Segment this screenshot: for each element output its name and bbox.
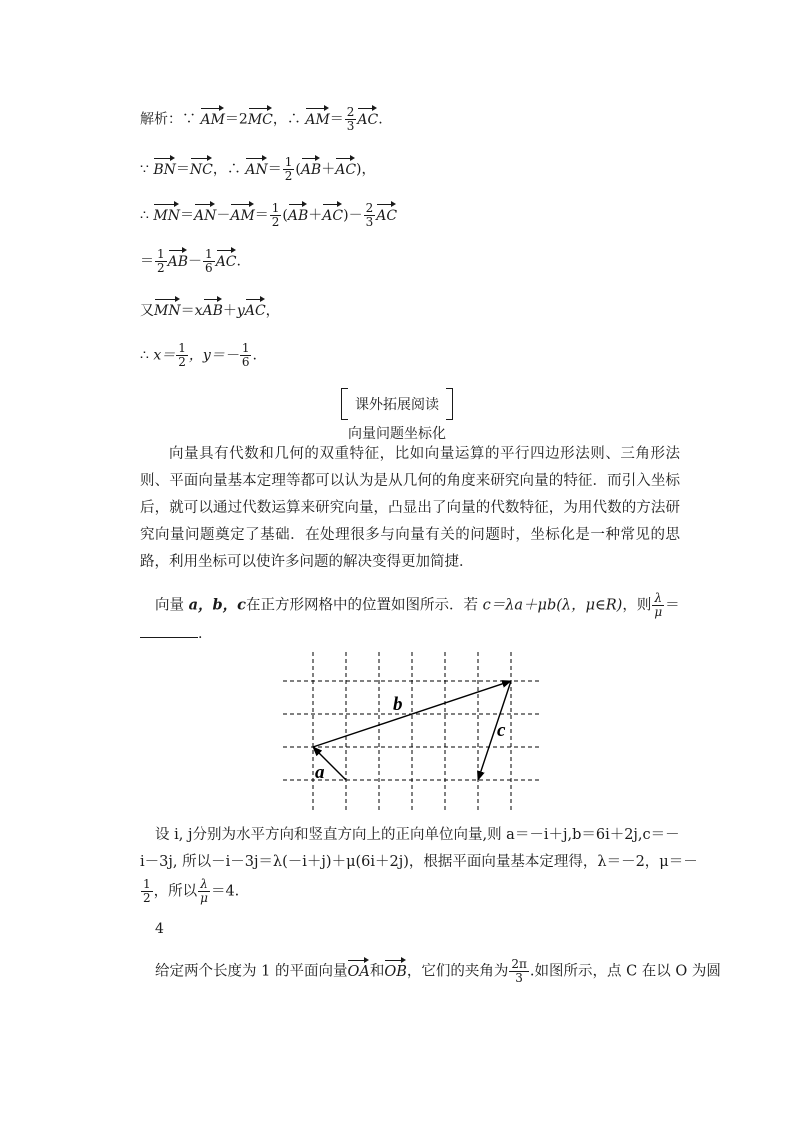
problem-text: ，它们的夹角为 <box>406 963 509 980</box>
result: ＝4. <box>210 883 240 900</box>
solution-line-3 <box>140 202 397 229</box>
fraction-numerator: 1 <box>143 877 151 891</box>
vector-am: AM <box>200 108 224 128</box>
fraction-lambda-mu <box>652 592 664 619</box>
fraction-1-2 <box>141 878 153 905</box>
section-subtitle: 向量问题坐标化 <box>348 426 446 442</box>
period: . <box>378 111 383 128</box>
problem-text: 向量 <box>155 597 189 614</box>
problem-1 <box>155 592 680 619</box>
equals-2: ＝2 <box>224 111 248 128</box>
plus-sign: ＋ <box>222 303 237 319</box>
vector-an: AN <box>194 204 216 224</box>
so-word: ，所以 <box>153 883 198 900</box>
problem-text: 在正方形网格中的位置如图所示．若 <box>245 597 483 614</box>
vector-mn: MN <box>154 299 181 319</box>
vector-bn: BN <box>153 158 176 178</box>
fraction-denominator: 2 <box>284 169 293 183</box>
fraction-numerator: 2 <box>346 105 355 119</box>
fraction-denominator: 2 <box>178 355 186 369</box>
fraction-1-2 <box>270 202 282 229</box>
x-equals: x＝ <box>153 347 176 364</box>
variable-y: y <box>236 303 245 319</box>
fraction-denominator: 6 <box>205 261 213 275</box>
solution-line-1 <box>140 106 383 133</box>
vector-oa: OA <box>347 960 369 980</box>
mu: μ <box>200 891 208 905</box>
paren: ) <box>356 161 362 178</box>
fraction-angle <box>509 958 529 985</box>
therefore-symbol: ∴ <box>140 347 154 364</box>
also-word: 又 <box>140 303 154 319</box>
paren: ( <box>282 207 288 224</box>
fraction-numerator: 1 <box>284 155 293 169</box>
vector-ob: OB <box>384 960 407 980</box>
lambda: λ <box>652 592 664 606</box>
equals-sign: ＝ <box>329 111 344 128</box>
fraction-1-2 <box>155 248 167 275</box>
minus-sign: － <box>348 207 363 224</box>
period: . <box>198 626 203 642</box>
equals-sign: ＝ <box>665 597 680 614</box>
paren: ) <box>343 207 349 224</box>
fraction-numerator: 2π <box>511 957 527 971</box>
solution-lead: 解析：∵ <box>140 111 201 128</box>
fraction-1-6 <box>203 248 215 275</box>
section-header <box>0 394 794 414</box>
therefore-symbol: ，∴ <box>272 111 306 128</box>
equals-sign: ＝ <box>267 161 282 178</box>
solution-line-4 <box>140 248 241 275</box>
vector-ac: AC <box>357 108 378 128</box>
vector-c-arrow <box>478 681 511 780</box>
vector-mn: MN <box>153 204 180 224</box>
solution2-line-3 <box>140 878 239 905</box>
therefore-symbol: ，∴ <box>212 161 246 178</box>
vector-an: AN <box>245 158 267 178</box>
minus-sign: － <box>216 207 231 224</box>
fraction-1-2 <box>176 342 188 369</box>
fraction-numerator: 1 <box>157 247 165 261</box>
label-a: a <box>315 762 325 783</box>
fraction-denominator: 3 <box>346 119 355 133</box>
fraction-numerator: 2 <box>365 201 374 215</box>
vector-am: AM <box>305 108 329 128</box>
section-title-box <box>341 394 453 414</box>
problem-2 <box>155 958 721 985</box>
fraction-lambda-mu <box>198 878 210 905</box>
comma: ， <box>361 161 376 178</box>
and-word: 和 <box>369 963 385 980</box>
solution-line-5 <box>140 299 280 320</box>
vector-variables: a，b，c <box>188 596 246 614</box>
solution2-line-1: 设 i, j分别为水平方向和竖直方向上的正向单位向量,则 a＝－i＋j,b＝6i＋2j,c＝－ <box>155 827 680 843</box>
because-symbol: ∵ <box>140 161 154 178</box>
vector-ab: AB <box>203 299 223 319</box>
fraction-denominator: 3 <box>515 971 523 985</box>
fraction-denominator: 6 <box>241 355 250 369</box>
label-c: c <box>497 720 506 741</box>
equals-sign: ＝ <box>140 253 154 270</box>
y-equals: ，y＝－ <box>188 347 239 364</box>
plus-sign: ＋ <box>308 207 323 224</box>
answer-value: 4 <box>155 921 164 937</box>
comma: ， <box>265 303 280 319</box>
equals-sign: ＝ <box>180 303 195 319</box>
fraction-numerator: 1 <box>271 201 280 215</box>
vector-ab: AB <box>301 158 321 178</box>
intro-paragraph: 向量具有代数和几何的双重特征，比如向量运算的平行四边形法则、三角形法则、平面向量基本定理等都可以认为是从几何的角度来研究向量的特征．而引入坐标后，就可以通过代数运算来研究向量，凸显出了向量的代数特征，为用代数的方法研究向量问题奠定了基础．在处理很多与向量有关的问题时，坐标化是一种常见的思路，利用坐标可以使许多问题的解决变得更加简捷． <box>140 446 680 570</box>
equals-sign: ＝ <box>175 161 190 178</box>
vector-ac: AC <box>322 204 343 224</box>
fraction-numerator: 1 <box>241 341 250 355</box>
vector-nc: NC <box>190 158 213 178</box>
fraction-numerator: 1 <box>178 341 186 355</box>
mu: μ <box>654 605 663 619</box>
fraction-2-3 <box>364 202 376 229</box>
vector-ab: AB <box>168 250 188 270</box>
vector-mc: MC <box>248 108 273 128</box>
vector-ac: AC <box>245 299 266 319</box>
label-b: b <box>393 694 403 715</box>
paren: ( <box>295 161 301 178</box>
therefore-symbol: ∴ <box>140 207 154 224</box>
fraction-1-6 <box>240 342 252 369</box>
vector-am: AM <box>230 204 254 224</box>
fraction-denominator: 2 <box>271 215 280 229</box>
lambda: λ <box>198 878 210 892</box>
answer-blank <box>140 637 198 638</box>
vector-ac: AC <box>216 250 237 270</box>
plus-sign: ＋ <box>321 161 336 178</box>
answer-blank-line <box>140 626 202 642</box>
solution-line-2 <box>140 156 376 183</box>
equation: c＝λa＋μb(λ，μ∈R) <box>482 597 623 614</box>
equals-sign: ＝ <box>254 207 269 224</box>
fraction-2-3 <box>345 106 357 133</box>
fraction-denominator: 2 <box>157 261 165 275</box>
problem-text: .如图所示，点 C 在以 O 为圆 <box>529 963 721 980</box>
problem-text: 给定两个长度为 1 的平面向量 <box>155 963 348 980</box>
fraction-denominator: 2 <box>143 891 151 905</box>
fraction-numerator: 1 <box>205 247 213 261</box>
vector-ac: AC <box>376 204 397 224</box>
vector-ac: AC <box>335 158 356 178</box>
vector-grid-figure <box>283 652 539 810</box>
section-title: 课外拓展阅读 <box>355 397 439 413</box>
fraction-denominator: 3 <box>365 215 374 229</box>
equals-sign: ＝ <box>179 207 194 224</box>
solution2-line-2: i－3j, 所以－i－3j＝λ(－i＋j)＋μ(6i＋2j)，根据平面向量基本定理得，λ＝－2，μ＝－ <box>140 854 698 870</box>
fraction-1-2 <box>283 156 295 183</box>
vector-ab: AB <box>288 204 308 224</box>
solution-line-6 <box>140 342 257 369</box>
minus-sign: － <box>188 253 203 270</box>
period: . <box>252 347 257 364</box>
problem-text: ，则 <box>622 597 652 614</box>
variable-x: x <box>194 303 203 319</box>
period: . <box>236 253 241 270</box>
